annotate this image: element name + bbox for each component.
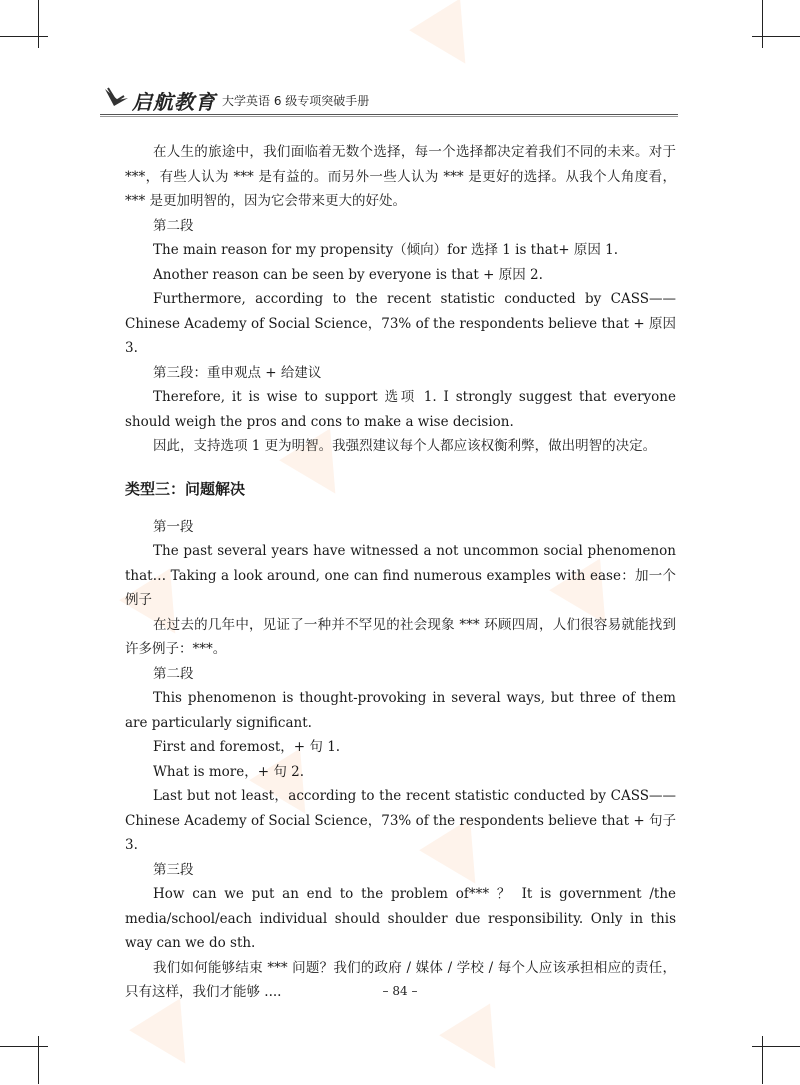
brand-logo-icon bbox=[104, 86, 130, 108]
crop-mark bbox=[762, 0, 763, 48]
page-header bbox=[100, 84, 678, 114]
page-number: – 84 – bbox=[382, 984, 418, 998]
crop-mark bbox=[0, 1046, 48, 1047]
paragraph-label: 第三段：重申观点 + 给建议 bbox=[153, 364, 322, 381]
crop-mark bbox=[752, 36, 800, 37]
watermark-logo-icon bbox=[409, 0, 491, 79]
paragraph: First and foremost，+ 句 1. bbox=[153, 739, 341, 755]
brand-name: 启航教育 bbox=[132, 90, 216, 114]
paragraph: Furthermore, according to the recent statistic conducted by CASS——Chinese Academy of Social Science，73% of the respondents believe that + 原因 3. bbox=[125, 291, 676, 356]
crop-mark bbox=[752, 1046, 800, 1047]
paragraph: 因此，支持选项 1 更为明智。我强烈建议每个人都应该权衡利弊，做出明智的决定。 bbox=[153, 438, 657, 454]
paragraph: The main reason for my propensity（倾向）for 选择 1 is that+ 原因 1. bbox=[153, 242, 619, 258]
paragraph: 在过去的几年中，见证了一种并不罕见的社会现象 *** 环顾四周，人们很容易就能找到许多例子：***。 bbox=[125, 616, 676, 657]
paragraph: Another reason can be seen by everyone is that + 原因 2. bbox=[153, 266, 543, 283]
book-title: 大学英语 6 级专项突破手册 bbox=[222, 94, 370, 108]
paragraph: This phenomenon is thought-provoking in several ways, but three of them are particularly significant. bbox=[125, 690, 676, 731]
watermark-logo-icon bbox=[129, 999, 211, 1080]
paragraph: The past several years have witnessed a not uncommon social phenomenon that… Taking a look around, one can find numerous examples with ease：加一个例子 bbox=[125, 543, 676, 608]
paragraph-label: 第二段 bbox=[153, 665, 194, 682]
paragraph: What is more，+ 句 2. bbox=[153, 763, 305, 780]
paragraph: 我们如何能够结束 *** 问题？我们的政府 / 媒体 / 学校 / 每个人应该承担相应的责任，只有这样，我们才能够 .... bbox=[125, 959, 676, 1000]
paragraph: Last but not least，according to the recent statistic conducted by CASS——Chinese Academy of Social Science，73% of the respondents believe that + 句子 3. bbox=[125, 788, 676, 853]
header-divider bbox=[100, 116, 678, 117]
paragraph-label: 第三段 bbox=[153, 861, 194, 878]
paragraph-label: 第一段 bbox=[153, 518, 194, 535]
paragraph: 在人生的旅途中，我们面临着无数个选择，每一个选择都决定着我们不同的未来。对于 ***，有些人认为 *** 是有益的。而另外一些人认为 *** 是更好的选择。从我个人角度看，*** 是更加明智的，因为它会带来更大的好处。 bbox=[125, 144, 676, 209]
crop-mark bbox=[38, 0, 39, 48]
paragraph: Therefore, it is wise to support 选项 1. I strongly suggest that everyone should weigh the pros and cons to make a wise decision. bbox=[125, 389, 676, 430]
watermark-logo-icon bbox=[439, 1004, 521, 1085]
page-content bbox=[125, 140, 676, 1005]
crop-mark bbox=[762, 1036, 763, 1084]
section-heading: 类型三：问题解决 bbox=[125, 479, 246, 498]
header-divider bbox=[100, 114, 678, 115]
paragraph: How can we put an end to the problem of*** ？ It is government /the media/school/each individual should shoulder due responsibility. Only in this way can we do sth. bbox=[125, 886, 676, 951]
paragraph-label: 第二段 bbox=[153, 217, 194, 234]
crop-mark bbox=[0, 36, 48, 37]
crop-mark bbox=[38, 1036, 39, 1084]
